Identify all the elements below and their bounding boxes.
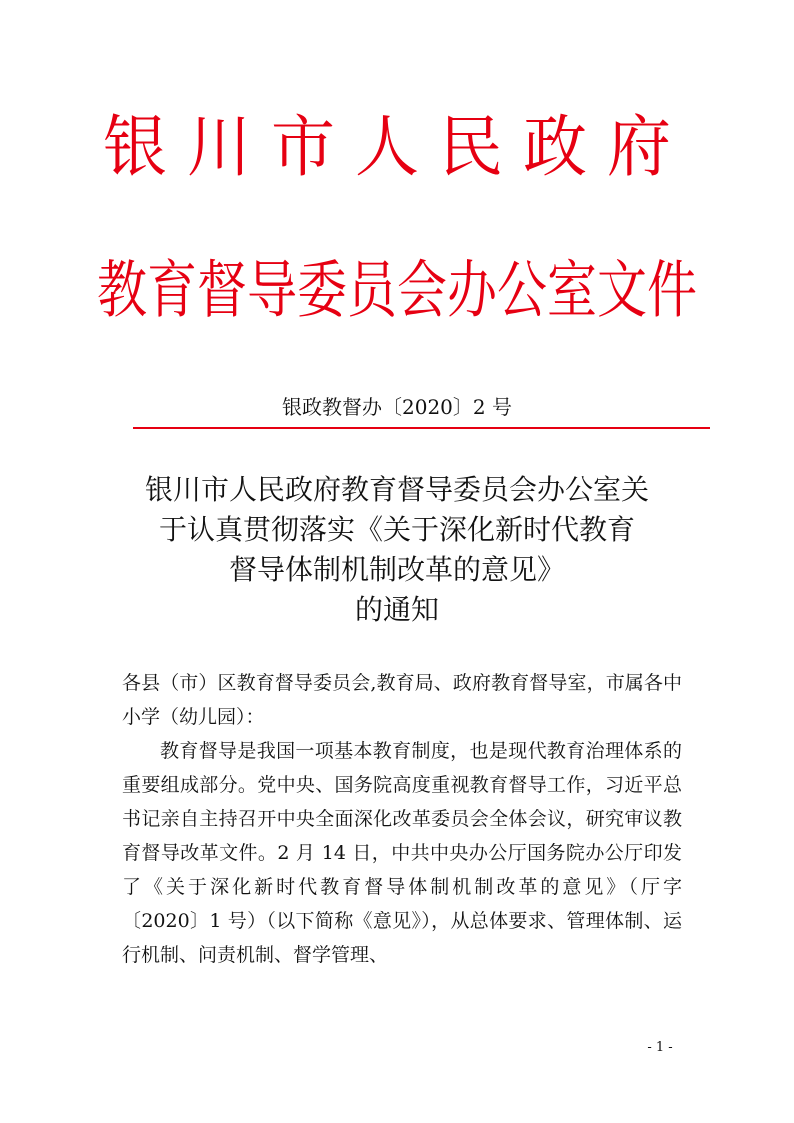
page-number: - 1 - (647, 1040, 673, 1055)
document-number: 银政教督办〔2020〕2 号 (282, 395, 512, 419)
red-divider (133, 427, 710, 429)
addressee: 各县（市）区教育督导委员会,教育局、政府教育督导室，市属各中小学（幼儿园）： (122, 672, 682, 728)
body-paragraph: 教育督导是我国一项基本教育制度，也是现代教育治理体系的重要组成部分。党中央、国务院高度重视教育督导工作，习近平总书记亲自主持召开中央全面深化改革委员会全体会议，研究审议教育督导改革文件。2 月 14 日，中共中央办公厅国务院办公厅印发了《关于深化新时代教育督导体制机制改革的意见》（厅字〔2020〕1 号）（以下简称《意见》），从总体要求、管理体制、运行机制、问责机制、督学管理、 (122, 740, 682, 966)
title-line-4: 的通知 (354, 593, 439, 626)
title-line-2: 于认真贯彻落实《关于深化新时代教育 (158, 513, 635, 546)
document-title (0, 470, 794, 630)
document-body (122, 666, 682, 972)
title-line-1: 银川市人民政府教育督导委员会办公室关 (144, 473, 649, 506)
masthead-issuer: 银川市人民政府 (103, 109, 691, 187)
masthead-office: 教育督导委员会办公室文件 (97, 253, 697, 327)
title-line-3: 督导体制机制改革的意见》 (228, 553, 565, 586)
